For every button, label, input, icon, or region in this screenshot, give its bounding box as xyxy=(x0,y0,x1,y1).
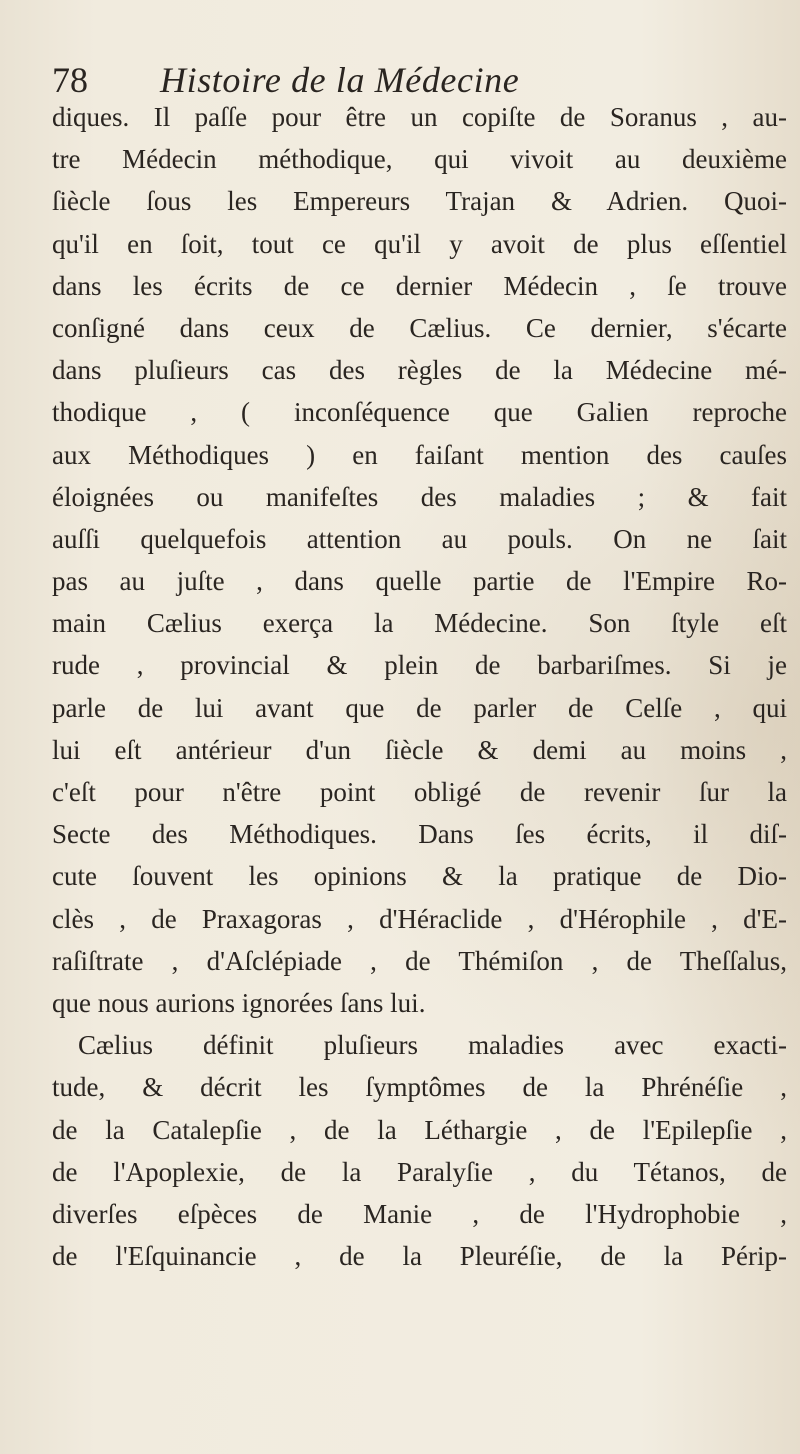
text-line: diques. Il paſſe pour être un copiſte de Soranus , au- xyxy=(52,102,787,132)
text-line: clès , de Praxagoras , d'Héraclide , d'Hérophile , d'E- xyxy=(52,903,787,934)
text-line: de l'Eſquinancie , de la Pleuréſie, de la Périp- xyxy=(52,1241,787,1272)
text-line: que nous aurions ignorées ſans lui. xyxy=(52,987,426,1018)
text-line: conſigné dans ceux de Cælius. Ce dernier, s'écarte xyxy=(52,312,787,343)
text-line: de l'Apoplexie, de la Paralyſie , du Tétanos, de xyxy=(52,1156,787,1187)
text-line: tude, & décrit les ſymptômes de la Phrénéſie , xyxy=(52,1072,787,1103)
text-line: dans pluſieurs cas des règles de la Médecine mé- xyxy=(52,355,787,386)
text-line: qu'il en ſoit, tout ce qu'il y avoit de plus eſſentiel xyxy=(52,228,787,259)
text-line: tre Médecin méthodique, qui vivoit au deuxième xyxy=(52,144,787,175)
text-line: cute ſouvent les opinions & la pratique de Dio- xyxy=(52,861,787,892)
text-line: thodique , ( inconſéquence que Galien reproche xyxy=(52,397,787,428)
text-line: Cælius définit pluſieurs maladies avec exacti- xyxy=(78,1030,787,1061)
text-line: aux Méthodiques ) en faiſant mention des cauſes xyxy=(52,439,787,470)
text-line: parle de lui avant que de parler de Celſe , qui xyxy=(52,692,787,723)
running-title: Histoire de la Médecine xyxy=(160,60,520,100)
text-line: de la Catalepſie , de la Léthargie , de l'Epilepſie , xyxy=(52,1114,787,1145)
text-line: rude , provincial & plein de barbariſmes. Si je xyxy=(52,650,787,681)
text-line: Secte des Méthodiques. Dans ſes écrits, il diſ- xyxy=(52,819,787,850)
text-line: raſiſtrate , d'Aſclépiade , de Thémiſon , de Theſſalus, xyxy=(52,945,787,976)
body-text xyxy=(52,96,787,1277)
text-line: c'eſt pour n'être point obligé de revenir ſur la xyxy=(52,777,787,807)
text-line: lui eſt antérieur d'un ſiècle & demi au moins , xyxy=(52,734,787,765)
text-line: pas au juſte , dans quelle partie de l'Empire Ro- xyxy=(52,566,787,597)
text-line: éloignées ou manifeſtes des maladies ; & fait xyxy=(52,481,787,512)
text-line: ſiècle ſous les Empereurs Trajan & Adrien. Quoi- xyxy=(52,186,787,217)
text-line: diverſes eſpèces de Manie , de l'Hydrophobie , xyxy=(52,1198,787,1229)
text-line: main Cælius exerça la Médecine. Son ſtyle eſt xyxy=(52,608,787,639)
text-line: auſſi quelquefois attention au pouls. On ne ſait xyxy=(52,523,787,554)
page-number: 78 xyxy=(52,60,88,100)
text-line: dans les écrits de ce dernier Médecin , ſe trouve xyxy=(52,270,787,301)
